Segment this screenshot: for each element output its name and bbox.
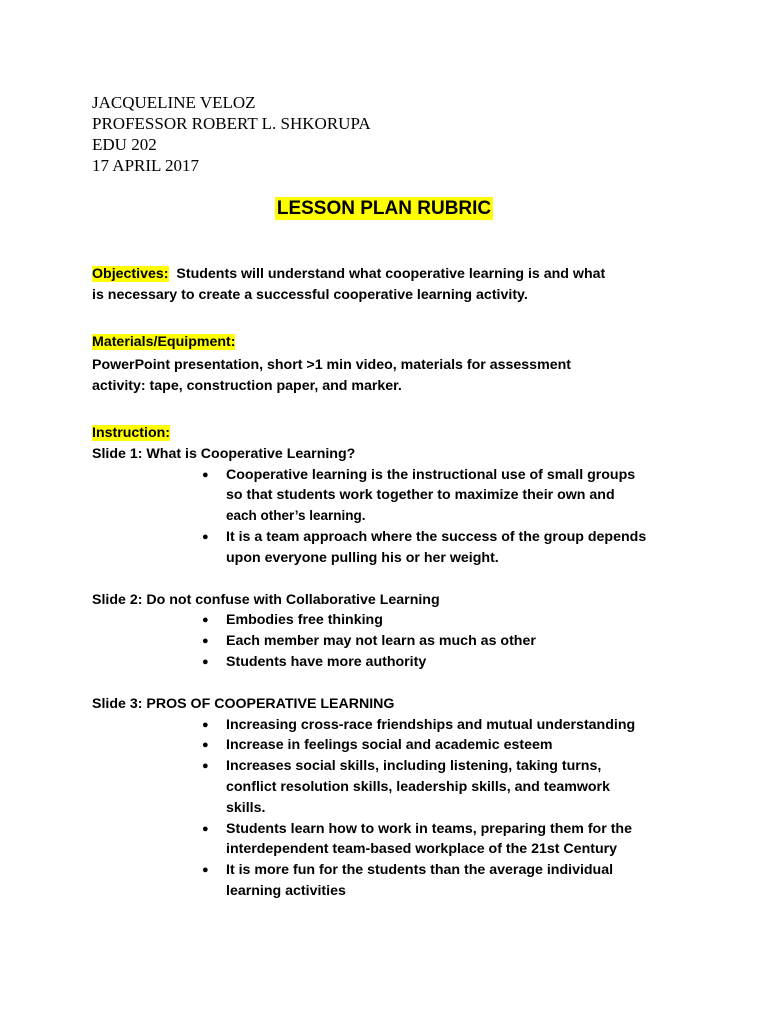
list-item xyxy=(92,610,692,631)
bullet-line: ● Students have more authority xyxy=(226,653,427,670)
slide-3 xyxy=(92,694,692,902)
bullet-line: upon everyone pulling his or her weight. xyxy=(226,549,499,566)
bullet-line: ● It is a team approach where the success of the group depends xyxy=(226,528,647,545)
bullet-line: conflict resolution skills, leadership skills, and teamwork xyxy=(226,778,610,795)
slide-3-heading: Slide 3: PROS OF COOPERATIVE LEARNING xyxy=(92,695,395,712)
page-title-wrap xyxy=(0,198,768,220)
bullet-line: ● Students learn how to work in teams, preparing them for the xyxy=(226,820,632,837)
bullet-line: ● Each member may not learn as much as other xyxy=(226,633,536,650)
list-item xyxy=(92,756,692,818)
bullet-line: so that students work together to maximize their own and xyxy=(226,487,615,504)
materials-line-1: PowerPoint presentation, short >1 min video, materials for assessment xyxy=(92,356,571,373)
bullet-line: ● Increasing cross-race friendships and mutual understanding xyxy=(226,716,636,733)
list-item xyxy=(92,527,692,569)
bullet-line: ● Increase in feelings social and academic esteem xyxy=(226,737,553,754)
objectives-line-1: Students will understand what cooperative learning is and what xyxy=(176,266,606,282)
slide-1-bullets xyxy=(92,465,692,569)
list-item xyxy=(92,631,692,652)
list-item xyxy=(92,819,692,861)
bullet-line: ● Increases social skills, including listening, taking turns, xyxy=(226,758,602,775)
bullet-line: interdependent team-based workplace of the 21st Century xyxy=(226,841,618,858)
bullet-line: ● Embodies free thinking xyxy=(226,612,383,629)
materials-section xyxy=(92,332,692,396)
instruction-section xyxy=(92,423,692,902)
bullet-line: ● It is more fun for the students than the average individual xyxy=(226,862,614,879)
objectives-line-2: is necessary to create a successful cooperative learning activity. xyxy=(92,286,528,303)
slide-2 xyxy=(92,590,692,673)
list-item xyxy=(92,860,692,902)
instruction-label: Instruction: xyxy=(92,425,171,441)
objectives-label: Objectives: xyxy=(92,266,169,282)
professor-name: PROFESSOR ROBERT L. SHKORUPA xyxy=(92,114,371,133)
list-item xyxy=(92,735,692,756)
materials-label: Materials/Equipment: xyxy=(92,334,236,350)
slide-3-bullets xyxy=(92,715,692,902)
slide-1 xyxy=(92,444,692,569)
slide-2-bullets xyxy=(92,610,692,672)
bullet-line: skills. xyxy=(226,799,266,816)
list-item xyxy=(92,465,692,527)
list-item xyxy=(92,715,692,736)
bullet-line: learning activities xyxy=(226,882,346,899)
bullet-line: each other’s learning. xyxy=(226,508,366,524)
list-item xyxy=(92,652,692,673)
objectives-section xyxy=(92,264,692,306)
page-title: LESSON PLAN RUBRIC xyxy=(276,198,492,219)
document-date: 17 APRIL 2017 xyxy=(92,156,200,175)
slide-2-heading: Slide 2: Do not confuse with Collaborative Learning xyxy=(92,591,440,608)
author-name: JACQUELINE VELOZ xyxy=(92,93,256,112)
slide-1-heading: Slide 1: What is Cooperative Learning? xyxy=(92,445,356,462)
course-code: EDU 202 xyxy=(92,135,157,154)
materials-line-2: activity: tape, construction paper, and marker. xyxy=(92,377,402,394)
header-block xyxy=(92,92,371,176)
bullet-line: ● Cooperative learning is the instructional use of small groups xyxy=(226,466,636,483)
